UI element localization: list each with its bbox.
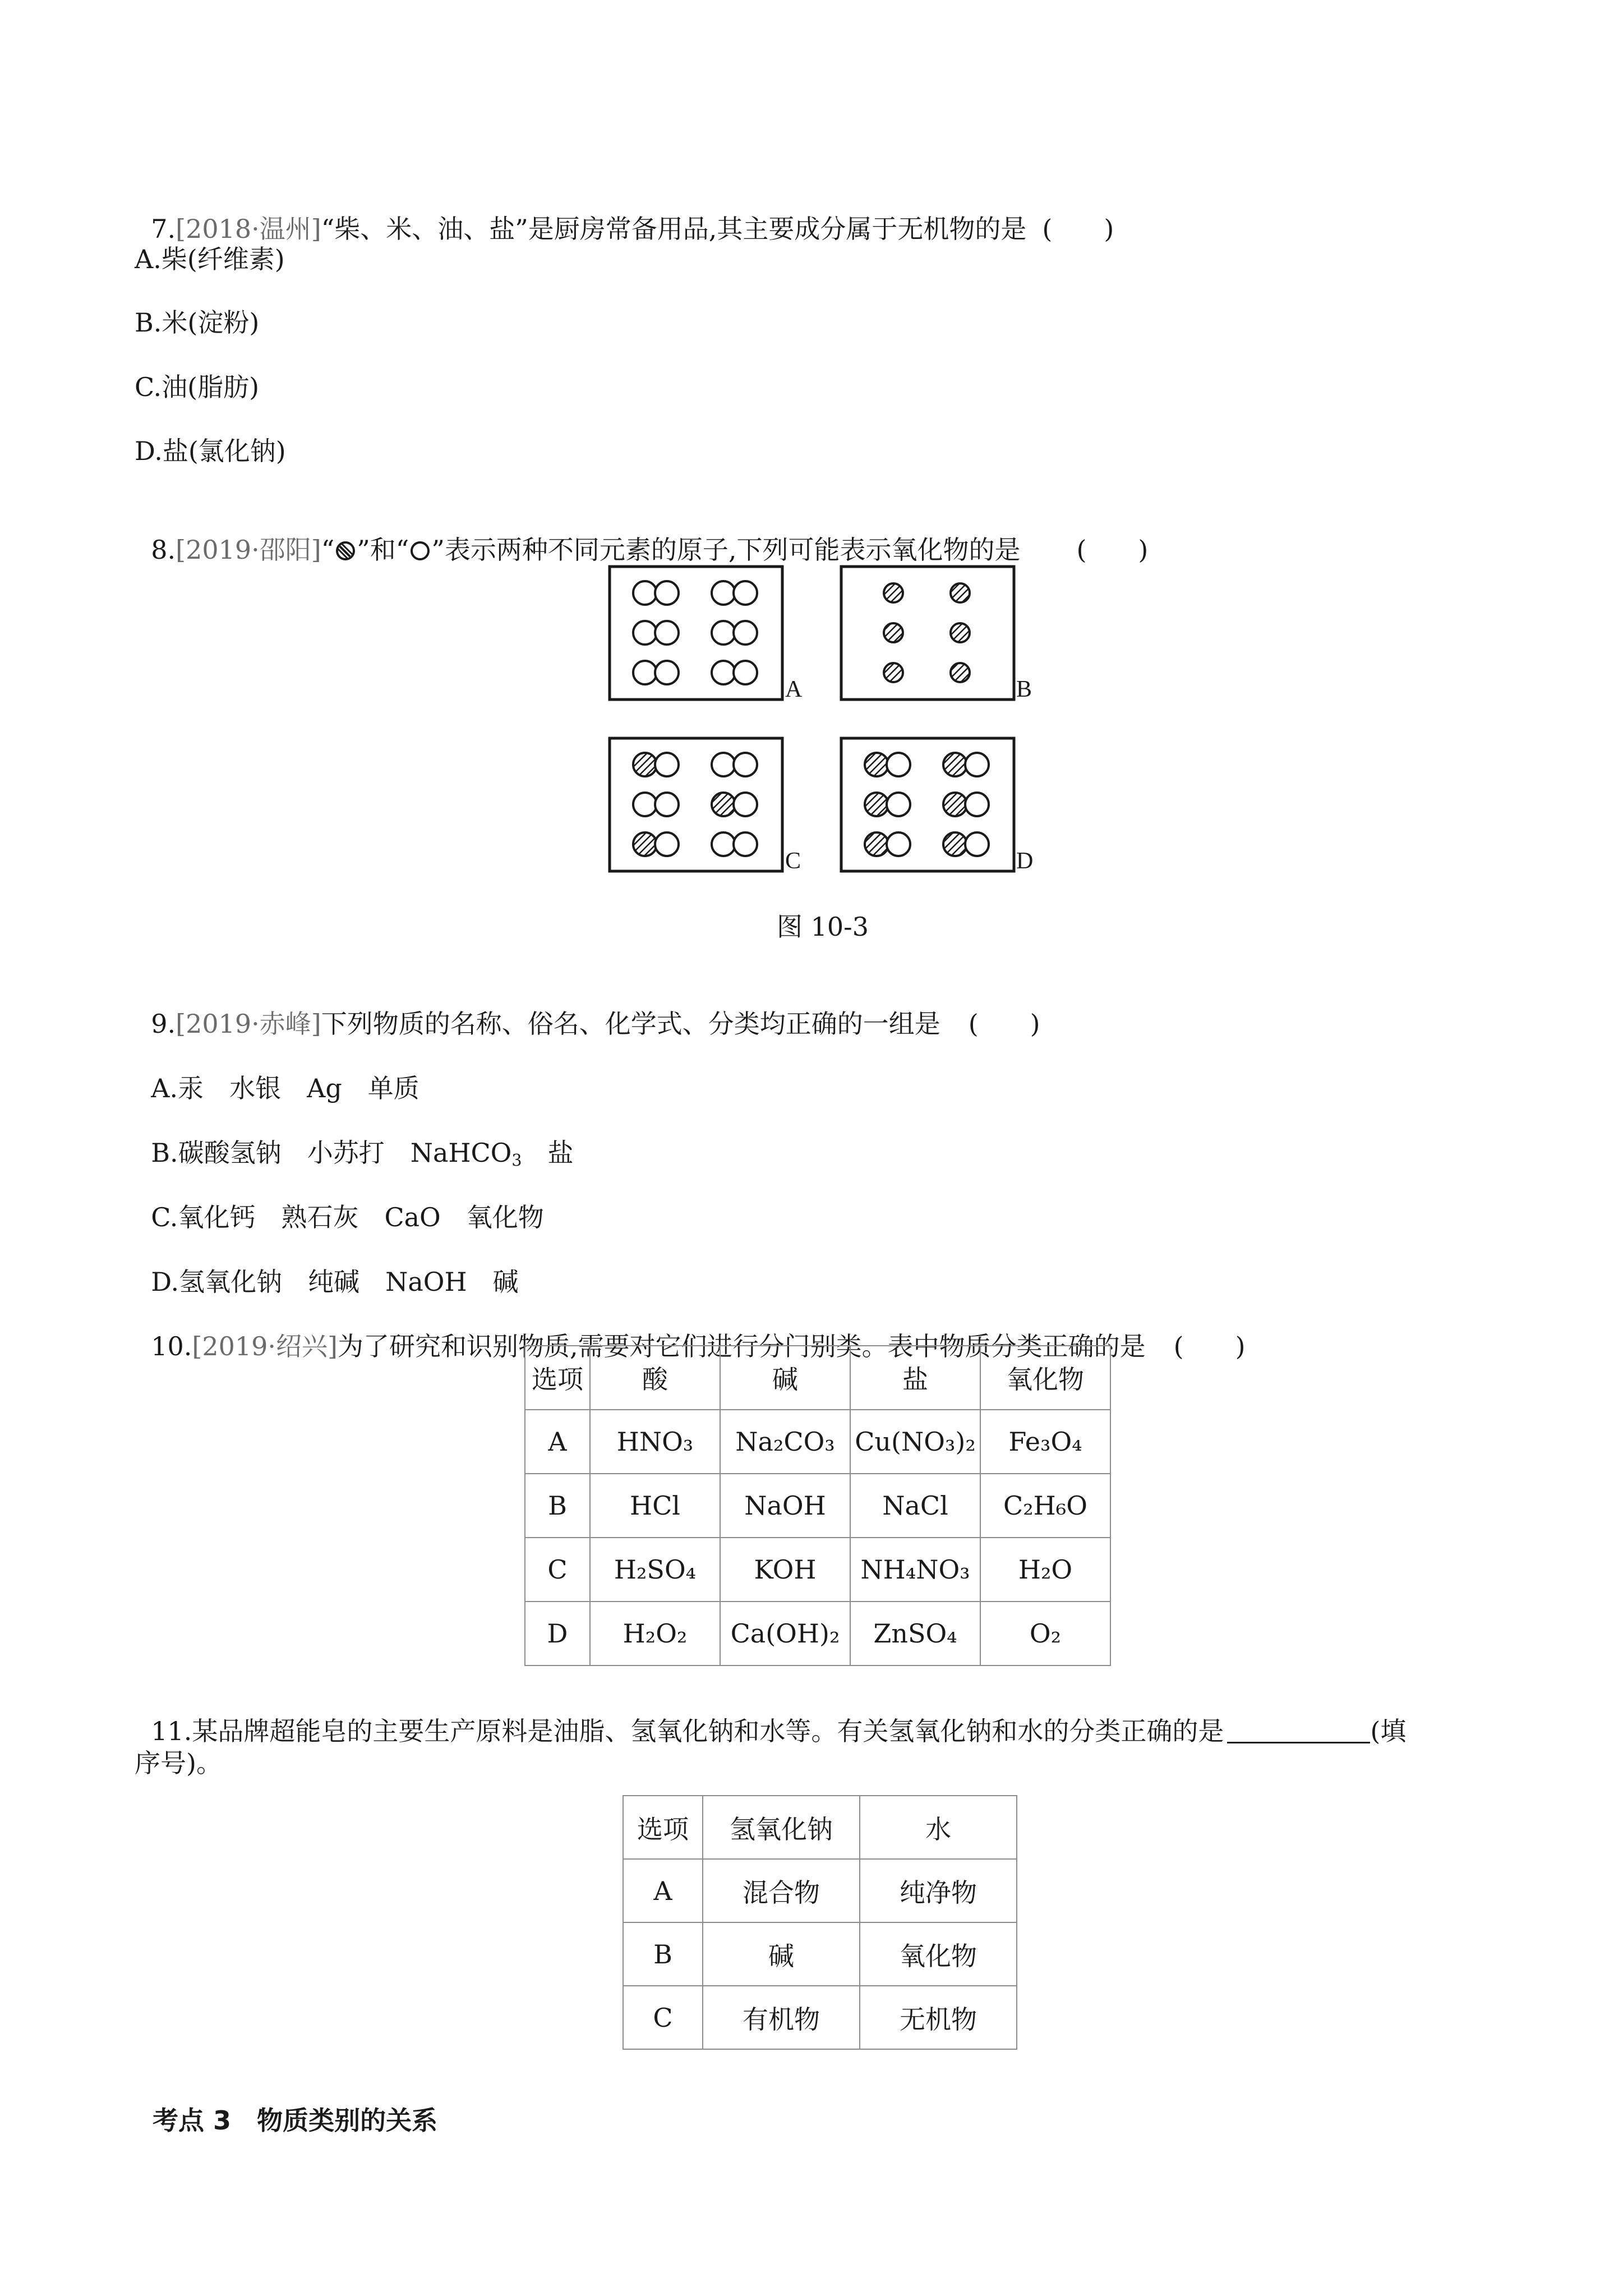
table-cell: A: [525, 1410, 590, 1474]
source-tag: [2019·邵阳]: [176, 535, 321, 565]
substance-name: 碳酸氢钠: [178, 1138, 282, 1168]
table-cell: C₂H₆O: [980, 1474, 1110, 1538]
table-row: [525, 1410, 1110, 1474]
q11-table: [623, 1795, 1017, 2050]
q10-table: [524, 1345, 1111, 1666]
common-name: 水银: [229, 1073, 282, 1103]
answer-paren: ( ): [1173, 1331, 1246, 1361]
box-a-label: A: [785, 677, 803, 702]
figure-caption: 图 10-3: [777, 912, 869, 942]
q9-option-a: A.汞 水银 Ag 单质: [151, 1073, 419, 1103]
chemical-formula: NaOH: [385, 1267, 467, 1297]
common-name: 小苏打: [307, 1138, 385, 1168]
table-header-cell: 氧化物: [980, 1346, 1110, 1410]
box-b-label: B: [1016, 677, 1032, 702]
box-b: [841, 567, 1014, 700]
table-header-cell: 水: [860, 1796, 1017, 1859]
question-text: 为了研究和识别物质,需要对它们进行分门别类。表中物质分类正确的是: [338, 1331, 1146, 1361]
question-text-tail: (填: [1370, 1716, 1407, 1746]
table-header-cell: 选项: [525, 1346, 590, 1410]
question-text: ”表示两种不同元素的原子,下列可能表示氧化物的是: [431, 535, 1021, 565]
table-cell: H₂O₂: [590, 1602, 720, 1665]
question-number: 9.: [151, 1009, 176, 1039]
q11-stem: [135, 1681, 1406, 1748]
substance-name: 汞: [178, 1073, 204, 1103]
table-cell: B: [623, 1922, 703, 1986]
answer-blank: [1227, 1716, 1370, 1743]
table-row: [623, 1922, 1017, 1986]
answer-paren: ( ): [968, 1009, 1040, 1039]
box-d-label: D: [1016, 848, 1034, 874]
chemical-formula: NaHCO$_3$: [410, 1138, 522, 1170]
classification: 氧化物: [466, 1202, 544, 1232]
chemical-formula: Ag: [307, 1073, 342, 1103]
table-cell: NaCl: [850, 1474, 980, 1538]
table-cell: C: [525, 1538, 590, 1602]
section-heading: [135, 2070, 437, 2137]
answer-paren: ( ): [1042, 214, 1114, 244]
section-label: 考点 3: [153, 2105, 232, 2136]
table-cell: Cu(NO₃)₂: [850, 1410, 980, 1474]
table-cell: O₂: [980, 1602, 1110, 1665]
table-header-row: [623, 1796, 1017, 1859]
table-cell: 氧化物: [860, 1922, 1017, 1986]
classification: 碱: [492, 1267, 519, 1297]
table-cell: B: [525, 1474, 590, 1538]
q7-option-d: D.盐(氯化钠): [135, 436, 286, 466]
q11-stem-line2: 序号)。: [135, 1748, 222, 1778]
table-header-row: [525, 1346, 1110, 1410]
question-text: “柴、米、油、盐”是厨房常备用品,其主要成分属于无机物的是: [321, 214, 1027, 244]
quote-open: “: [321, 535, 335, 565]
question-text: 某品牌超能皂的主要生产原料是油脂、氢氧化钠和水等。有关氢氧化钠和水的分类正确的是: [192, 1716, 1224, 1746]
box-a: [610, 567, 782, 700]
table-cell: NaOH: [720, 1474, 850, 1538]
quote-mid: ”和“: [357, 535, 409, 565]
box-c: [610, 738, 782, 871]
table-cell: Ca(OH)₂: [720, 1602, 850, 1665]
table-cell: HNO₃: [590, 1410, 720, 1474]
classification: 盐: [547, 1138, 574, 1168]
molecule-figure: [0, 550, 1623, 942]
table-cell: 碱: [703, 1922, 860, 1986]
table-cell: Fe₃O₄: [980, 1410, 1110, 1474]
q9-stem: [135, 973, 1040, 1041]
table-cell: C: [623, 1986, 703, 2049]
table-header-cell: 选项: [623, 1796, 703, 1859]
table-row: [525, 1538, 1110, 1602]
table-cell: 无机物: [860, 1986, 1017, 2049]
table-cell: 纯净物: [860, 1859, 1017, 1922]
table-header-cell: 碱: [720, 1346, 850, 1410]
q7-stem: [135, 178, 1114, 246]
substance-name: 氧化钙: [178, 1202, 256, 1232]
box-c-label: C: [785, 848, 801, 874]
table-cell: A: [623, 1859, 703, 1922]
box-d: [841, 738, 1014, 871]
q7-option-a: A.柴(纤维素): [135, 244, 285, 274]
table-cell: NH₄NO₃: [850, 1538, 980, 1602]
table-row: [623, 1986, 1017, 2049]
table-header-cell: 酸: [590, 1346, 720, 1410]
table-cell: HCl: [590, 1474, 720, 1538]
table-row: [525, 1602, 1110, 1665]
common-name: 熟石灰: [281, 1202, 359, 1232]
table-cell: H₂SO₄: [590, 1538, 720, 1602]
question-number: 8.: [151, 535, 176, 565]
table-header-cell: 氢氧化钠: [703, 1796, 860, 1859]
table-cell: H₂O: [980, 1538, 1110, 1602]
q9-option-d: D.氢氧化钠 纯碱 NaOH 碱: [151, 1267, 519, 1297]
table-cell: 混合物: [703, 1859, 860, 1922]
source-tag: [2019·赤峰]: [176, 1009, 321, 1039]
table-cell: Na₂CO₃: [720, 1410, 850, 1474]
source-tag: [2018·温州]: [176, 214, 321, 244]
table-cell: KOH: [720, 1538, 850, 1602]
table-row: [623, 1859, 1017, 1922]
question-number: 7.: [151, 214, 176, 244]
table-header-cell: 盐: [850, 1346, 980, 1410]
question-number: 11.: [151, 1716, 192, 1746]
source-tag: [2019·绍兴]: [192, 1331, 338, 1361]
section-title: 物质类别的关系: [257, 2105, 438, 2136]
table-cell: D: [525, 1602, 590, 1665]
q7-option-c: C.油(脂肪): [135, 372, 260, 402]
substance-name: 氢氧化钠: [179, 1267, 283, 1297]
q9-option-b: B.碳酸氢钠 小苏打 NaHCO$_3$ 盐: [151, 1138, 574, 1170]
classification: 单质: [367, 1073, 419, 1103]
answer-paren: ( ): [1076, 535, 1149, 565]
q9-option-c: C.氧化钙 熟石灰 CaO 氧化物: [151, 1202, 544, 1232]
question-number: 10.: [151, 1331, 192, 1361]
q7-option-b: B.米(淀粉): [135, 307, 260, 338]
question-text: 下列物质的名称、俗名、化学式、分类均正确的一组是: [321, 1009, 940, 1039]
common-name: 纯碱: [308, 1267, 360, 1297]
table-row: [525, 1474, 1110, 1538]
chemical-formula: CaO: [384, 1202, 441, 1232]
table-cell: ZnSO₄: [850, 1602, 980, 1665]
table-cell: 有机物: [703, 1986, 860, 2049]
